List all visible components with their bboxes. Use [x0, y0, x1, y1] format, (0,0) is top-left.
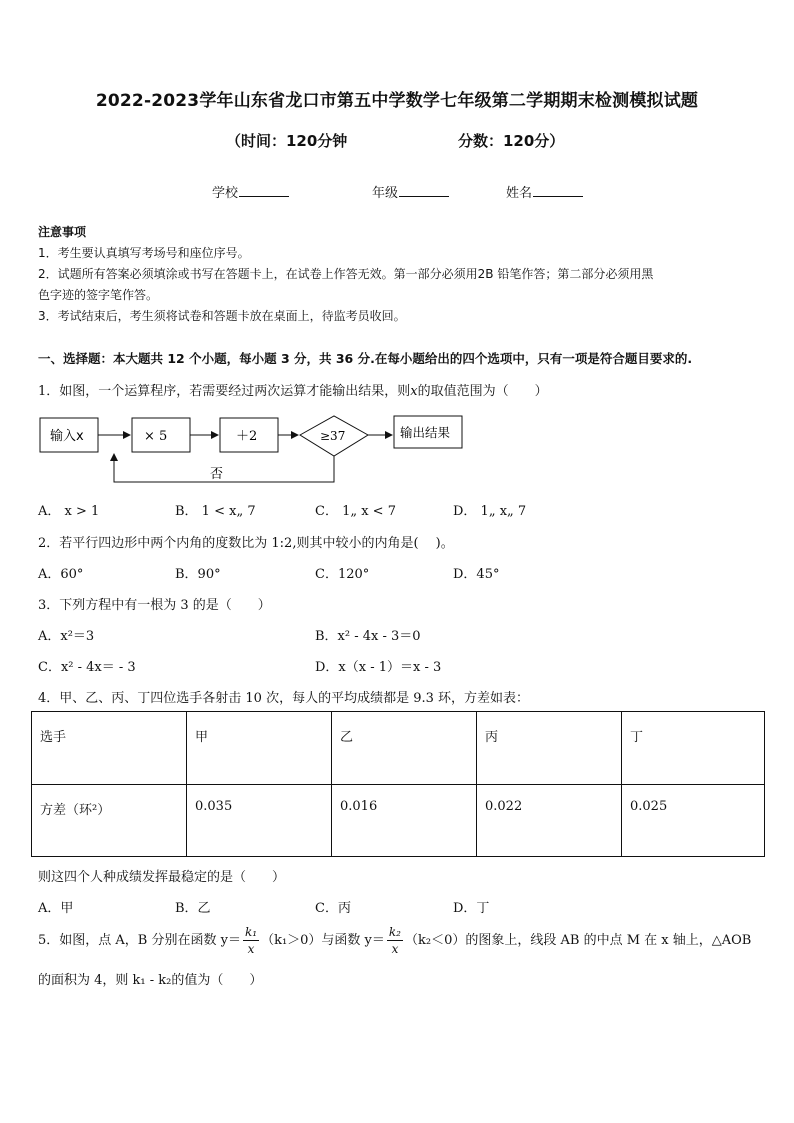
q1-option-d[interactable]: D． 1„ x„ 7: [453, 504, 527, 519]
flow-multiply-label: × 5: [144, 429, 168, 444]
q4-option-d[interactable]: D．丁: [453, 901, 490, 916]
grade-field[interactable]: [372, 182, 449, 201]
school-blank[interactable]: [239, 184, 289, 197]
note-item: 1．考生要认真填写考场号和座位序号。: [38, 246, 250, 260]
q1-option-c[interactable]: C． 1„ x < 7: [315, 504, 396, 519]
question-2-stem: 2．若平行四边形中两个内角的度数比为 1:2,则其中较小的内角是( )。: [38, 536, 454, 551]
flow-condition-label: ≥37: [320, 429, 346, 443]
name-label: 姓名: [506, 186, 533, 201]
question-5-line2: 的面积为 4，则 k₁ - k₂的值为（ ）: [38, 973, 263, 988]
note-item: 色字迹的签字笔作答。: [38, 288, 159, 302]
fraction-k1-over-x: $\frac{\text{k₁}}{x}$: [244, 925, 258, 956]
exam-score: 分数：120分）: [458, 132, 565, 150]
q4-option-a[interactable]: A．甲: [38, 901, 74, 916]
q4-option-c[interactable]: C．丙: [315, 901, 351, 916]
q2-option-a[interactable]: A．60°: [38, 567, 84, 582]
grade-blank[interactable]: [399, 184, 449, 197]
flow-output-label: 输出结果: [400, 425, 451, 440]
table-header-cell: 丙: [477, 712, 622, 785]
q4-option-b[interactable]: B．乙: [175, 901, 211, 916]
operation-flowchart: [38, 410, 478, 490]
q3-option-c[interactable]: C．x² - 4x＝ - 3: [38, 660, 136, 675]
note-item: 3．考试结束后，考生须将试卷和答题卡放在桌面上，待监考员收回。: [38, 309, 406, 323]
question-1-stem: 1．如图，一个运算程序，若需要经过两次运算才能输出结果，则x的取值范围为（ ）: [38, 384, 548, 399]
flow-input-label: 输入x: [50, 429, 84, 444]
table-row: [32, 712, 765, 785]
flow-add-label: ＋2: [236, 429, 258, 444]
note-item: 2．试题所有答案必须填涂或书写在答题卡上，在试卷上作答无效。第一部分必须用2B 铅笔作答；第二部分必须用黑: [38, 267, 654, 281]
exam-time: （时间：120分钟: [226, 132, 348, 150]
q3-option-d[interactable]: D．x（x - 1）＝x - 3: [315, 660, 442, 675]
flow-no-label: 否: [210, 467, 224, 482]
question-3-stem: 3．下列方程中有一根为 3 的是（ ）: [38, 598, 271, 613]
q2-option-d[interactable]: D．45°: [453, 567, 500, 582]
grade-label: 年级: [372, 186, 399, 201]
table-header-cell: 乙: [332, 712, 477, 785]
school-field[interactable]: [212, 182, 289, 201]
table-header-cell: 甲: [187, 712, 332, 785]
q2-option-c[interactable]: C．120°: [315, 567, 370, 582]
q1-option-b[interactable]: B． 1 < x„ 7: [175, 504, 256, 519]
q3-option-b[interactable]: B．x² - 4x - 3＝0: [315, 629, 421, 644]
flow-loop-back-arrow: [114, 454, 334, 482]
notes-heading: 注意事项: [38, 225, 87, 239]
page-title: 2022-2023学年山东省龙口市第五中学数学七年级第二学期期末检测模拟试题: [95, 91, 699, 111]
variable-x: x: [410, 384, 418, 399]
q1-option-a[interactable]: A． x > 1: [38, 504, 100, 519]
question-4-followup: 则这四个人种成绩发挥最稳定的是（ ）: [38, 870, 286, 885]
table-cell: 0.016: [332, 784, 477, 857]
table-header-cell: 选手: [32, 712, 187, 785]
name-field[interactable]: [506, 182, 583, 201]
question-5-stem: 5．如图，点 A，B 分别在函数 y＝ $\frac{\text{k₁}}{x}$ （k₁＞0）与函数 y＝ $\frac{\text{k₂}}{x}$ （k₂＜0）的图象上，线段 AB 的中点 M 在 x 轴上，△AOB: [38, 925, 752, 956]
school-label: 学校: [212, 186, 239, 201]
table-cell: 方差（环²）: [32, 784, 187, 857]
q2-option-b[interactable]: B．90°: [175, 567, 221, 582]
variance-table: [31, 711, 765, 857]
table-cell: 0.022: [477, 784, 622, 857]
table-header-cell: 丁: [622, 712, 765, 785]
name-blank[interactable]: [533, 184, 583, 197]
section-heading: 一、选择题：本大题共 12 个小题，每小题 3 分，共 36 分.在每小题给出的四个选项中，只有一项是符合题目要求的.: [38, 351, 693, 366]
table-cell: 0.025: [622, 784, 765, 857]
table-row: [32, 784, 765, 857]
fraction-k2-over-x: $\frac{\text{k₂}}{x}$: [388, 925, 401, 956]
question-4-stem: 4．甲、乙、丙、丁四位选手各射击 10 次，每人的平均成绩都是 9.3 环，方差如表：: [38, 691, 530, 706]
q3-option-a[interactable]: A．x²＝3: [38, 629, 95, 644]
table-cell: 0.035: [187, 784, 332, 857]
